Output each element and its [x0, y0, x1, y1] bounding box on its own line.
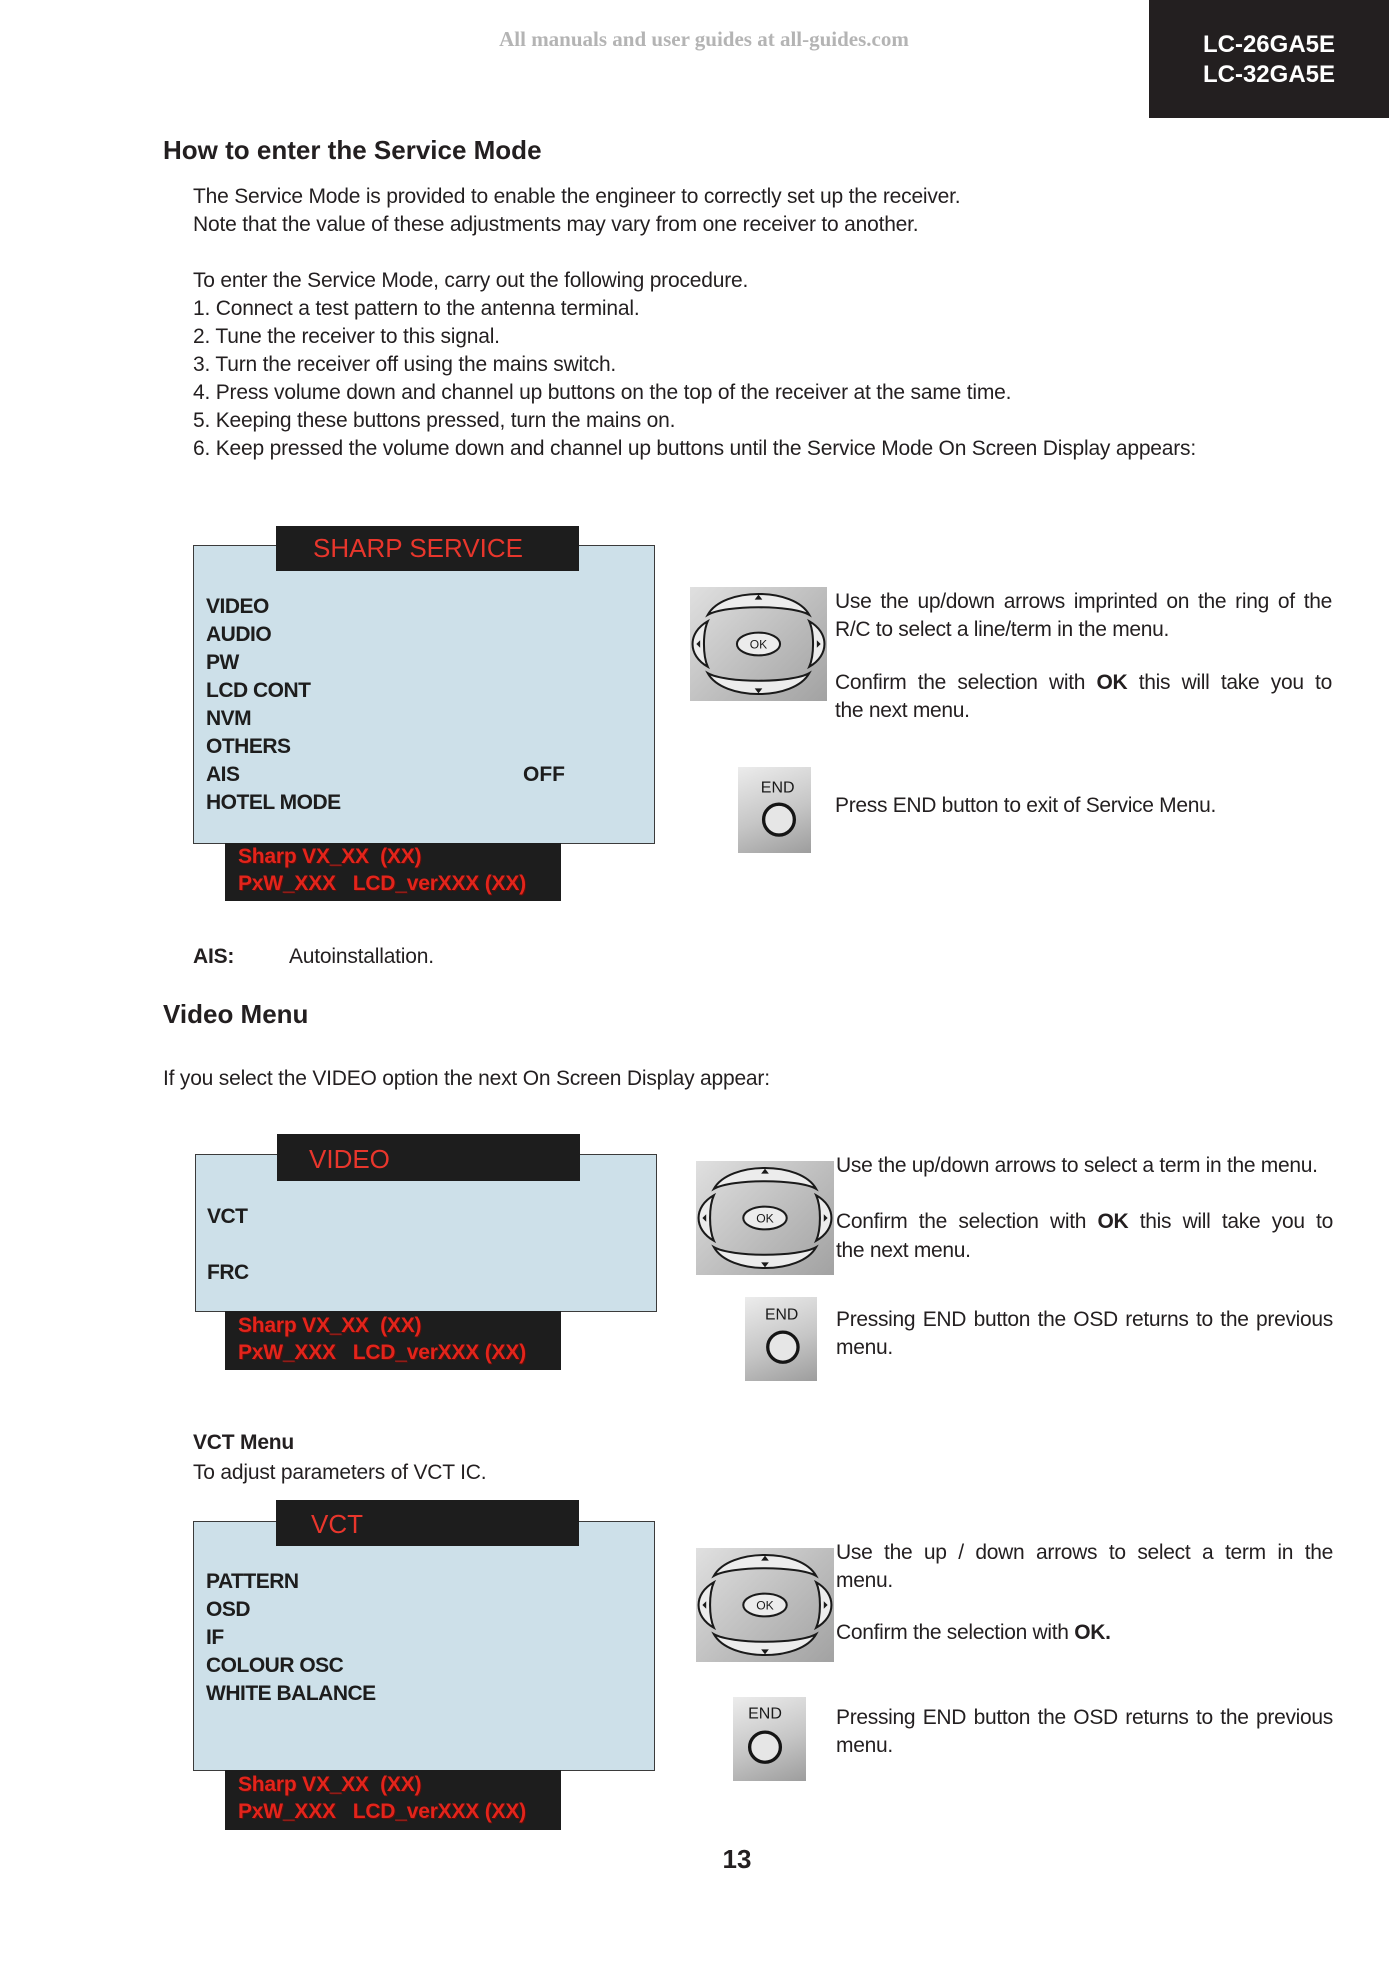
end-key-circle — [768, 1332, 798, 1362]
vct-osd-title: VCT — [276, 1500, 579, 1546]
procedure-step: 6. Keep pressed the volume down and channel up buttons until the Service Mode On Screen Display appears: — [193, 437, 1196, 460]
ring-left-segment — [699, 1582, 714, 1628]
service-help-nav-line-1: Use the up/down arrows imprinted on the ring of the — [835, 590, 1332, 613]
service-help-confirm-line-2: the next menu. — [835, 699, 970, 722]
ok-key-label: OK — [756, 1211, 774, 1226]
ring-right-segment — [816, 1195, 831, 1241]
end-button-graphic — [745, 1297, 817, 1381]
vct-help-nav-line-1: Use the up / down arrows to select a term in the — [836, 1541, 1333, 1564]
vct-menu-description: To adjust parameters of VCT IC. — [193, 1461, 487, 1484]
osd-version-line-2: PxW_XXX LCD_verXXX (XX) — [238, 1341, 526, 1364]
ok-key-reference: OK — [1096, 671, 1128, 694]
osd-menu-item-ais: AIS — [206, 763, 240, 786]
procedure-line: To enter the Service Mode, carry out the following procedure. — [193, 269, 749, 292]
video-osd-menu — [207, 1203, 249, 1287]
service-help-confirm-line-1 — [835, 669, 1332, 697]
service-mode-intro — [193, 183, 960, 239]
confirm-text: this will take you to — [1138, 671, 1332, 694]
procedure-step: 3. Turn the receiver off using the mains switch. — [193, 353, 617, 376]
confirm-text: Confirm the selection with — [836, 1621, 1069, 1644]
osd-menu-item-pattern: PATTERN — [206, 1570, 299, 1593]
vct-osd-version-bar — [225, 1770, 561, 1830]
osd-menu-item-vct: VCT — [207, 1205, 248, 1228]
video-menu-intro: If you select the VIDEO option the next On Screen Display appear: — [163, 1067, 770, 1090]
ok-key-label: OK — [756, 1598, 774, 1613]
osd-menu-item-pw: PW — [206, 651, 239, 674]
end-button-label: END — [764, 1306, 799, 1324]
end-key-circle — [764, 804, 795, 835]
remote-navigation-ring-icon — [696, 1161, 834, 1275]
navigation-ring-graphic — [696, 1161, 834, 1275]
model-number-line-2: LC-32GA5E — [1202, 61, 1336, 88]
osd-menu-item-hotel-mode: HOTEL MODE — [206, 791, 341, 814]
ok-key-reference: OK — [1097, 1210, 1129, 1233]
osd-version-line-1: Sharp VX_XX (XX) — [238, 1773, 422, 1796]
osd-menu-item-colour-osc: COLOUR OSC — [206, 1654, 344, 1677]
procedure-step: 1. Connect a test pattern to the antenna terminal. — [193, 297, 640, 320]
ais-definition: Autoinstallation. — [289, 945, 434, 968]
osd-version-line-2: PxW_XXX LCD_verXXX (XX) — [238, 1800, 526, 1823]
vct-osd-menu — [206, 1568, 376, 1708]
navigation-ring-graphic — [696, 1548, 834, 1662]
osd-ais-value: OFF — [523, 763, 565, 786]
remote-navigation-ring-icon — [690, 587, 827, 701]
service-help-end-text: Press END button to exit of Service Menu. — [835, 794, 1217, 817]
section-heading-video-menu: Video Menu — [163, 999, 309, 1029]
video-osd-title: VIDEO — [277, 1134, 580, 1181]
ring-right-segment — [816, 1582, 831, 1628]
remote-navigation-ring-icon — [696, 1548, 834, 1662]
end-button-graphic — [738, 767, 811, 853]
end-button-label: END — [760, 778, 795, 797]
osd-version-line-1: Sharp VX_XX (XX) — [238, 845, 422, 868]
end-button-label: END — [748, 1705, 782, 1723]
procedure-step: 2. Tune the receiver to this signal. — [193, 325, 500, 348]
osd-version-line-1: Sharp VX_XX (XX) — [238, 1314, 422, 1337]
video-help-confirm-line-1 — [836, 1208, 1333, 1236]
osd-menu-item-if: IF — [206, 1626, 224, 1649]
osd-menu-item-white-balance: WHITE BALANCE — [206, 1682, 376, 1705]
video-help-nav-line: Use the up/down arrows to select a term in the menu. — [836, 1154, 1318, 1177]
service-mode-procedure — [193, 267, 1196, 463]
ring-left-segment — [693, 621, 708, 667]
vct-help-end-line-2: menu. — [836, 1734, 893, 1757]
vct-help-nav-line-2: menu. — [836, 1569, 893, 1592]
osd-menu-item-osd: OSD — [206, 1598, 251, 1621]
vct-help-end-line-1: Pressing END button the OSD returns to the previous — [836, 1706, 1333, 1729]
video-help-confirm-line-2: the next menu. — [836, 1239, 971, 1262]
model-number-line-1: LC-26GA5E — [1202, 31, 1336, 58]
osd-version-line-2: PxW_XXX LCD_verXXX (XX) — [238, 872, 526, 895]
end-key-circle — [750, 1732, 781, 1762]
service-help-nav-line-2: R/C to select a line/term in the menu. — [835, 618, 1170, 641]
vct-help-confirm-line — [836, 1619, 1111, 1647]
page-watermark: All manuals and user guides at all-guides.com — [499, 27, 909, 51]
sharp-service-osd-menu — [206, 593, 341, 817]
confirm-text: Confirm the selection with — [836, 1210, 1087, 1233]
confirm-text: Confirm the selection with — [835, 671, 1086, 694]
osd-menu-item-others: OTHERS — [206, 735, 291, 758]
sharp-service-osd-title: SHARP SERVICE — [276, 526, 579, 571]
ring-left-segment — [699, 1195, 714, 1241]
video-help-end-line-1: Pressing END button the OSD returns to the previous — [836, 1308, 1333, 1331]
ais-term: AIS: — [193, 945, 235, 968]
intro-line: The Service Mode is provided to enable the engineer to correctly set up the receiver. — [193, 185, 961, 208]
osd-menu-item-audio: AUDIO — [206, 623, 272, 646]
video-help-end-line-2: menu. — [836, 1336, 893, 1359]
sharp-service-osd-version-bar — [225, 843, 561, 901]
procedure-step: 5. Keeping these buttons pressed, turn the mains on. — [193, 409, 676, 432]
video-osd-version-bar — [225, 1311, 561, 1370]
end-button-icon — [738, 767, 811, 853]
end-button-graphic — [733, 1697, 806, 1781]
procedure-step: 4. Press volume down and channel up buttons on the top of the receiver at the same time. — [193, 381, 1012, 404]
navigation-ring-graphic — [690, 587, 827, 701]
section-heading-service-mode: How to enter the Service Mode — [163, 135, 542, 165]
model-number-box — [1149, 0, 1389, 118]
page-number: 13 — [722, 1844, 752, 1874]
osd-menu-item-nvm: NVM — [206, 707, 252, 730]
ok-key-reference: OK. — [1074, 1621, 1111, 1644]
ring-right-segment — [809, 621, 824, 667]
end-button-icon — [733, 1697, 806, 1781]
osd-menu-item-lcd-cont: LCD CONT — [206, 679, 311, 702]
confirm-text: this will take you to — [1139, 1210, 1333, 1233]
osd-menu-item-video: VIDEO — [206, 595, 269, 618]
subsection-heading-vct-menu: VCT Menu — [193, 1431, 295, 1454]
end-button-icon — [745, 1297, 817, 1381]
intro-line: Note that the value of these adjustments may vary from one receiver to another. — [193, 213, 919, 236]
ok-key-label: OK — [749, 637, 768, 652]
osd-menu-item-frc: FRC — [207, 1261, 249, 1284]
